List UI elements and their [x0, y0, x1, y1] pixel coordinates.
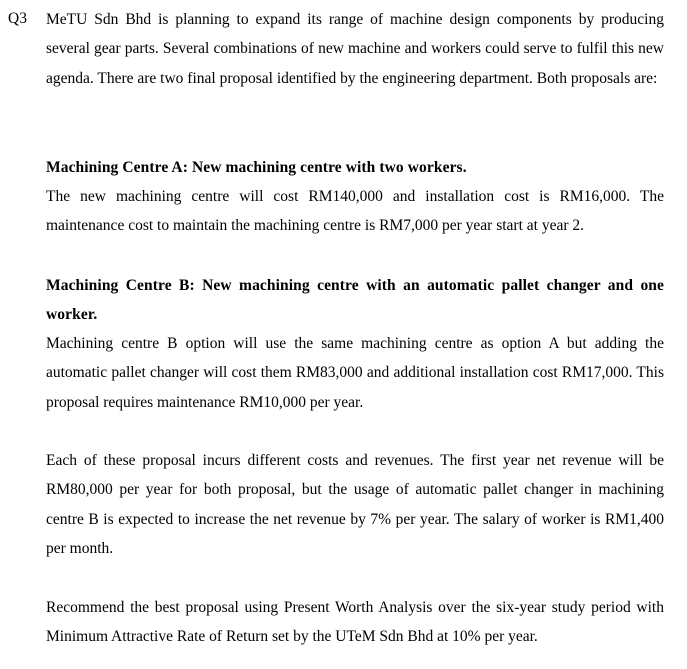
- option-a-heading: Machining Centre A: New machining centre with two workers.: [46, 159, 467, 176]
- task-paragraph: Recommend the best proposal using Present Worth Analysis over the six-year study period with Minimum Attractive Rate of Return set by the UTeM Sdn Bhd at 10% per year.: [46, 599, 664, 646]
- revenue-paragraph: Each of these proposal incurs different costs and revenues. The first year net revenue will be RM80,000 per year for both proposal, but the usage of automatic pallet changer in machining centre B is expected to increase the net revenue by 7% per year. The salary of worker is RM1,400 per month.: [46, 452, 664, 558]
- option-b-heading: Machining Centre B: New machining centre with an automatic pallet changer and one worker.: [46, 277, 664, 324]
- option-b-body: Machining centre B option will use the same machining centre as option A but adding the automatic pallet changer will cost them RM83,000 and additional installation cost RM17,000. This proposal requires maintenance RM10,000 per year.: [46, 335, 664, 411]
- option-a-body: The new machining centre will cost RM140,000 and installation cost is RM16,000. The maintenance cost to maintain the machining centre is RM7,000 per year start at year 2.: [46, 188, 664, 235]
- question-number: Q3: [8, 10, 27, 27]
- question-intro: MeTU Sdn Bhd is planning to expand its range of machine design components by producing several gear parts. Several combinations of new machine and workers could serve to fulfil this new agenda. There are two final proposal identified by the engineering department. Both proposals are:: [46, 11, 664, 87]
